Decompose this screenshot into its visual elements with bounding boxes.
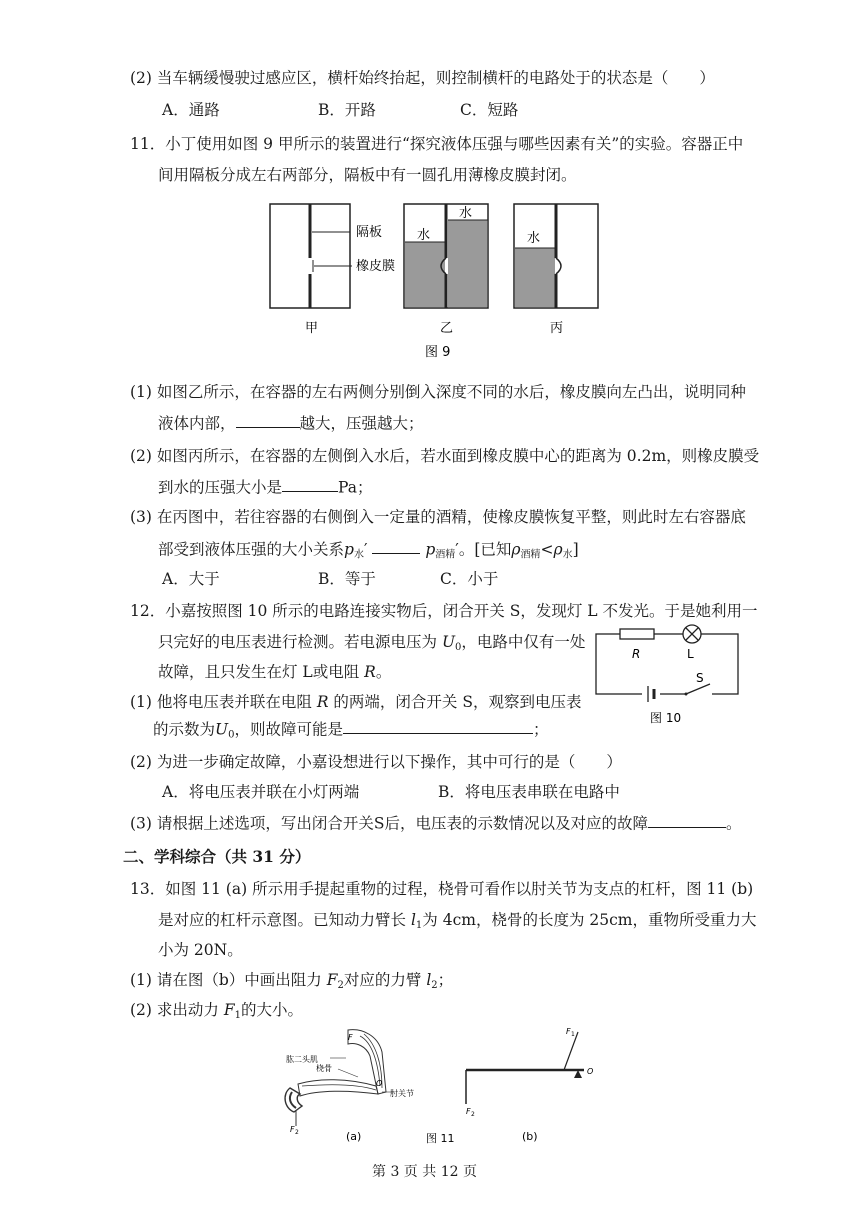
q10-part2: (2) 当车辆缓慢驶过感应区，横杆始终抬起，则控制横杆的电路处于的状态是（ ） xyxy=(130,69,715,87)
label-partition: 隔板 xyxy=(356,225,383,240)
label-f2-b: F xyxy=(466,1107,471,1116)
resistor-r xyxy=(620,629,654,639)
q11-part2-line2: 到水的压强大小是 Pa； xyxy=(158,475,373,497)
q13-line3: 小为 20N。 xyxy=(158,941,243,959)
label-f2-a: F xyxy=(290,1125,295,1134)
label-f1-a: F xyxy=(348,1033,353,1042)
lever-diagram xyxy=(466,1032,584,1104)
q12-stem-line1: 12．小嘉按照图 10 所示的电路连接实物后，闭合开关 S，发现灯 L 不发光。于是她利用一 xyxy=(130,602,758,620)
answer-blank[interactable] xyxy=(372,537,420,554)
svg-text:2: 2 xyxy=(471,1111,475,1118)
q12-part2: (2) 为进一步确定故障，小嘉设想进行以下操作，其中可行的是（ ） xyxy=(130,753,622,771)
page-footer: 第 3 页 共 12 页 xyxy=(372,1164,477,1180)
label-l: L xyxy=(687,647,694,661)
label-s: S xyxy=(696,671,704,685)
q12-stem-line2: 只完好的电压表进行检测。若电源电压为 $U_0$，电路中仅有一处 xyxy=(158,633,586,653)
label-o-a: O xyxy=(376,1079,383,1088)
figure-9-caption: 图 9 xyxy=(425,345,451,360)
label-r: R xyxy=(632,647,641,661)
q11-option-c: C．小于 xyxy=(440,570,499,588)
water-label-yi-left: 水 xyxy=(417,228,431,243)
answer-blank[interactable] xyxy=(648,811,726,828)
q11-part2-line1: (2) 如图丙所示，在容器的左侧倒入水后，若水面到橡皮膜中心的距离为 0.2m，则橡皮膜受 xyxy=(130,447,760,465)
q13-part1: (1) 请在图（b）中画出阻力 $F_2$对应的力臂 $l_2$； xyxy=(130,971,454,991)
label-o-b: O xyxy=(587,1067,594,1076)
q12-option-a: A．将电压表并联在小灯两端 xyxy=(162,783,360,801)
q11-part3-line1: (3) 在丙图中，若往容器的右侧倒入一定量的酒精，使橡皮膜恢复平整，则此时左右容器底 xyxy=(130,508,746,526)
subfig-label-bing: 丙 xyxy=(550,321,564,336)
container-bing xyxy=(514,204,598,308)
q13-line1: 13．如图 11 (a) 所示用手提起重物的过程，桡骨可看作以肘关节为支点的杠杆，图 11 (b) xyxy=(130,880,754,898)
q13-line2: 是对应的杠杆示意图。已知动力臂长 $l_1$为 4cm，桡骨的长度为 25cm，重物所受重力大 xyxy=(158,911,757,931)
q12-part3: (3) 请根据上述选项，写出闭合开关S后，电压表的示数情况以及对应的故障 。 xyxy=(130,811,742,833)
label-radius: 桡骨 xyxy=(316,1064,332,1073)
subfig-label-a: (a) xyxy=(346,1130,362,1143)
q10-option-c: C．短路 xyxy=(460,101,519,119)
figure-10-circuit xyxy=(590,622,750,726)
water-label-yi-right: 水 xyxy=(459,206,473,221)
label-f1-b: F xyxy=(566,1027,571,1036)
q12-stem-line3: 故障，且只发生在灯 L或电阻 R。 xyxy=(158,663,392,681)
svg-text:1: 1 xyxy=(571,1031,575,1038)
q10-option-b: B．开路 xyxy=(318,101,376,119)
q10-option-a: A．通路 xyxy=(162,101,220,119)
arm-illustration xyxy=(285,1030,394,1126)
label-elbow: 肘关节 xyxy=(390,1089,414,1098)
q11-part3-line2: 部受到液体压强的大小关系$p_水'$ $p_{酒精}'$。[已知$\rho_{酒精}<\rho_水$] xyxy=(158,537,579,560)
label-membrane: 橡皮膜 xyxy=(356,259,396,274)
q13-part2: (2) 求出动力 $F_1$的大小。 xyxy=(130,1001,303,1021)
figure-11-caption: 图 11 xyxy=(426,1132,455,1145)
figure-9 xyxy=(260,198,600,363)
figure-10-caption: 图 10 xyxy=(650,711,682,725)
answer-blank[interactable] xyxy=(236,411,300,428)
subfig-label-jia: 甲 xyxy=(305,321,319,336)
q12-part1-line1: (1) 他将电压表并联在电阻 R 的两端，闭合开关 S，观察到电压表 xyxy=(130,693,582,711)
q12-part1-line2: 的示数为$U_0$，则故障可能是 ； xyxy=(153,717,549,740)
q11-part1-line2: 液体内部， 越大，压强越大； xyxy=(158,411,424,433)
q11-option-a: A．大于 xyxy=(162,570,220,588)
section-2-heading: 二、学科综合（共 31 分） xyxy=(123,847,311,866)
subfig-label-yi: 乙 xyxy=(440,321,454,336)
q11-stem-line1: 11．小丁使用如图 9 甲所示的装置进行“探究液体压强与哪些因素有关”的实验。容器正中 xyxy=(130,135,744,153)
container-yi xyxy=(404,204,488,308)
container-jia xyxy=(270,204,352,308)
label-biceps: 肱二头肌 xyxy=(286,1055,318,1064)
water-label-bing: 水 xyxy=(527,231,541,246)
q11-part1-line1: (1) 如图乙所示，在容器的左右两侧分别倒入深度不同的水后，橡皮膜向左凸出，说明同种 xyxy=(130,383,746,401)
answer-blank[interactable] xyxy=(282,475,338,492)
answer-blank[interactable] xyxy=(343,717,533,734)
q12-option-b: B．将电压表串联在电路中 xyxy=(438,783,620,801)
q11-stem-line2: 间用隔板分成左右两部分，隔板中有一圆孔用薄橡皮膜封闭。 xyxy=(158,166,577,184)
svg-text:2: 2 xyxy=(295,1129,299,1136)
figure-11 xyxy=(278,1022,608,1150)
subfig-label-b: (b) xyxy=(522,1130,538,1143)
q11-option-b: B．等于 xyxy=(318,570,376,588)
